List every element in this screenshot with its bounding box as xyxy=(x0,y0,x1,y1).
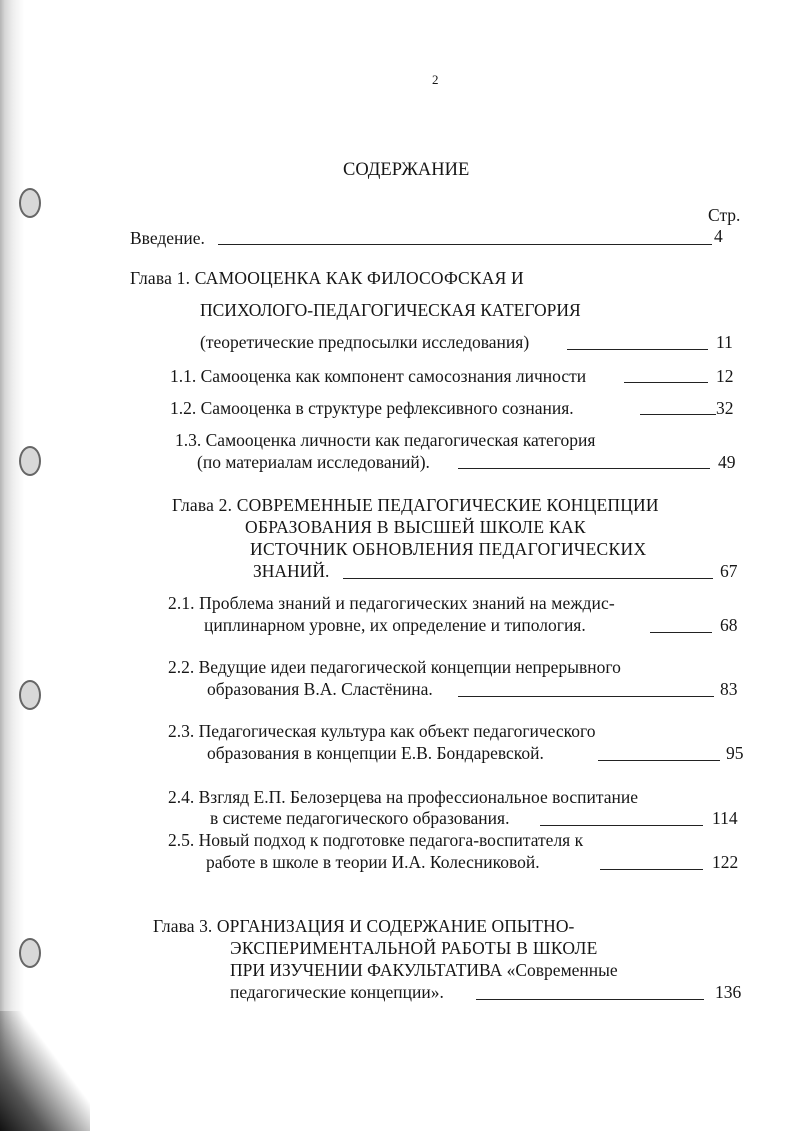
section-2-4-line1: 2.4. Взгляд Е.П. Белозерцева на профессиональное воспитание xyxy=(168,787,639,807)
chapter1-page: 11 xyxy=(716,332,733,352)
section-2-2-page: 83 xyxy=(720,679,738,699)
leader-line xyxy=(476,999,704,1000)
section-1-3-page: 49 xyxy=(718,452,736,472)
leader-line xyxy=(600,869,703,870)
chapter3-heading-line3: ПРИ ИЗУЧЕНИИ ФАКУЛЬТАТИВА «Современные xyxy=(230,960,618,980)
section-1-1-page: 12 xyxy=(716,366,734,386)
section-2-1-page: 68 xyxy=(720,615,738,635)
section-1-1-text: 1.1. Самооценка как компонент самосознания личности xyxy=(170,366,587,386)
section-2-1-line2: циплинарном уровне, их определение и типология. xyxy=(204,615,586,635)
leader-line xyxy=(343,578,713,579)
punch-hole-icon xyxy=(19,680,41,710)
chapter3-page: 136 xyxy=(715,982,742,1002)
chapter2-heading-line1: Глава 2. СОВРЕМЕННЫЕ ПЕДАГОГИЧЕСКИЕ КОНЦЕПЦИИ xyxy=(172,495,659,515)
section-2-1-line1: 2.1. Проблема знаний и педагогических знаний на междис- xyxy=(168,593,615,613)
section-2-2-line2: образования В.А. Сластёнина. xyxy=(207,679,433,699)
leader-line xyxy=(540,825,703,826)
chapter2-heading-line3: ИСТОЧНИК ОБНОВЛЕНИЯ ПЕДАГОГИЧЕСКИХ xyxy=(250,539,647,559)
toc-intro-label: Введение. xyxy=(130,228,205,248)
leader-line xyxy=(650,632,712,633)
section-2-3-page: 95 xyxy=(726,743,744,763)
leader-line xyxy=(567,349,708,350)
chapter1-heading-line2: ПСИХОЛОГО-ПЕДАГОГИЧЕСКАЯ КАТЕГОРИЯ xyxy=(200,300,581,320)
punch-hole-icon xyxy=(19,188,41,218)
leader-line xyxy=(640,414,716,415)
chapter1-heading-line1: Глава 1. САМООЦЕНКА КАК ФИЛОСОФСКАЯ И xyxy=(130,268,524,288)
page-column-label: Стр. xyxy=(708,205,741,225)
page-title: СОДЕРЖАНИЕ xyxy=(343,160,470,180)
punch-hole-icon xyxy=(19,938,41,968)
chapter3-heading-line4: педагогические концепции». xyxy=(230,982,444,1002)
section-1-3-line1: 1.3. Самооценка личности как педагогическая категория xyxy=(175,430,596,450)
section-2-4-line2: в системе педагогического образования. xyxy=(210,808,510,828)
page-number: 2 xyxy=(432,72,439,87)
section-1-2-text: 1.2. Самооценка в структуре рефлексивного сознания. xyxy=(170,398,574,418)
section-1-2-page: 32 xyxy=(716,398,734,418)
section-2-2-line1: 2.2. Ведущие идеи педагогической концепции непрерывного xyxy=(168,657,621,677)
section-2-5-line2: работе в школе в теории И.А. Колесниковой. xyxy=(206,852,540,872)
section-2-3-line1: 2.3. Педагогическая культура как объект педагогического xyxy=(168,721,596,741)
section-2-3-line2: образования в концепции Е.В. Бондаревской. xyxy=(207,743,544,763)
leader-line xyxy=(458,468,710,469)
toc-intro-page: 4 xyxy=(714,226,723,246)
section-2-4-page: 114 xyxy=(712,808,738,828)
section-2-5-line1: 2.5. Новый подход к подготовке педагога-воспитателя к xyxy=(168,830,584,850)
section-1-3-line2: (по материалам исследований). xyxy=(197,452,430,472)
chapter1-heading-line3: (теоретические предпосылки исследования) xyxy=(200,332,530,352)
leader-line xyxy=(458,696,714,697)
binding-shadow xyxy=(0,1011,90,1131)
punch-hole-icon xyxy=(19,446,41,476)
chapter2-heading-line2: ОБРАЗОВАНИЯ В ВЫСШЕЙ ШКОЛЕ КАК xyxy=(245,517,586,537)
chapter2-page: 67 xyxy=(720,561,738,581)
leader-line xyxy=(598,760,720,761)
leader-line xyxy=(218,244,712,245)
section-2-5-page: 122 xyxy=(712,852,739,872)
leader-line xyxy=(624,382,708,383)
chapter3-heading-line1: Глава 3. ОРГАНИЗАЦИЯ И СОДЕРЖАНИЕ ОПЫТНО- xyxy=(153,916,575,936)
chapter3-heading-line2: ЭКСПЕРИМЕНТАЛЬНОЙ РАБОТЫ В ШКОЛЕ xyxy=(230,938,598,958)
chapter2-heading-line4: ЗНАНИЙ. xyxy=(253,561,330,581)
